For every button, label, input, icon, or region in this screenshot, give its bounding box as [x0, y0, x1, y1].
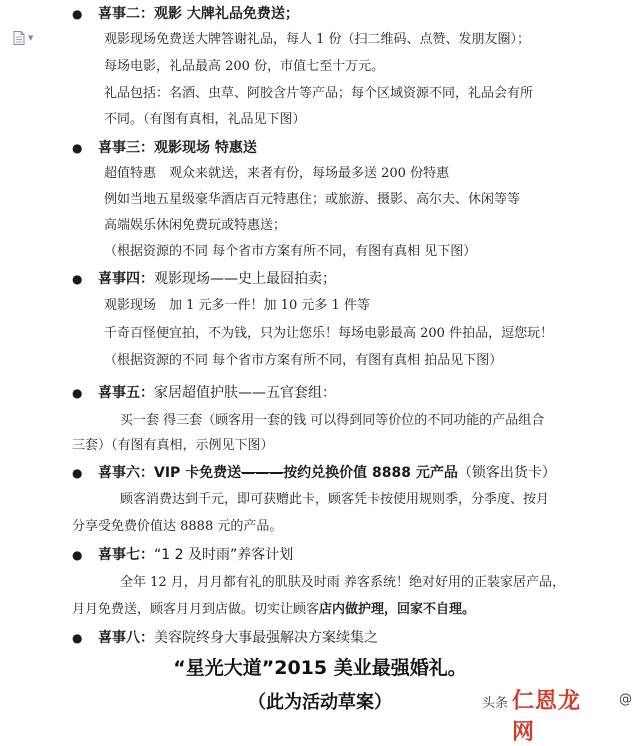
paragraph-line: 三套）（有图有真相，示例见下图） [72, 438, 274, 453]
section-label: 喜事五： [98, 385, 154, 401]
section-label: 喜事七： [98, 547, 154, 563]
paragraph-line: 千奇百怪便宜拍，不为钱，只为让您乐！每场电影最高 200 件拍品，逗您玩！ [104, 326, 554, 341]
section-title: 观影现场 特惠送 [154, 140, 257, 156]
paragraph-line: （根据资源的不同 每个省市方案有所不同，有图有真相 拍品见下图） [104, 353, 503, 368]
bullet-icon: ● [72, 631, 83, 645]
section-title-exchange: 按约兑换价值 8888 元产品 [283, 465, 458, 481]
paragraph-text: 月月免费送，顾客月月到店做。切实让顾客 [72, 602, 320, 617]
section-title: 观影 大牌礼品免费送； [154, 6, 299, 22]
watermark-logo [512, 680, 602, 745]
paragraph-line: 礼品包括：名酒、虫草、阿胶含片等产品；每个区域资源不同，礼品会有所 [104, 86, 534, 101]
big-title: “星光大道”2015 美业最强婚礼。 [173, 657, 467, 679]
paragraph-line: 分享受免费价值达 8888 元的产品。 [72, 519, 283, 534]
paragraph-line [72, 601, 475, 619]
watermark-logo-text: 仁恩龙网 [512, 689, 582, 745]
bullet-icon: ● [72, 386, 83, 400]
paragraph-line: 观影现场免费送大牌答谢礼品，每人 1 份（扫二维码、点赞、发朋友圈）； [104, 32, 531, 47]
section-title: 观影现场——史上最囧拍卖； [154, 271, 336, 287]
section-heading-6 [72, 464, 556, 482]
paragraph-line: 全年 12 月，月月都有礼的肌肤及时雨 养客系统！绝对好用的正装家居产品， [120, 575, 565, 590]
watermark-left-text: 头条 [482, 696, 509, 711]
section-title-dash: ——— [241, 465, 284, 481]
watermark-right-text: @ [619, 692, 632, 707]
section-title-note: （锁客出货卡） [457, 465, 556, 481]
section-label: 喜事八： [98, 630, 154, 646]
section-title: “1 2 及时雨”养客计划 [154, 547, 294, 563]
paragraph-line: 每场电影，礼品最高 200 份，市值七至十万元。 [104, 59, 385, 74]
sub-title: （此为活动草案） [248, 692, 392, 713]
emphasis-text: 店内做护理，回家不自理。 [319, 602, 476, 617]
section-title: 美容院终身大事最强解决方案续集之 [154, 630, 378, 646]
paragraph-line: 顾客消费达到千元，即可获赠此卡，顾客凭卡按使用规则季，分季度、按月 [120, 492, 550, 507]
section-label: 喜事六： [98, 465, 154, 481]
bullet-icon: ● [72, 7, 83, 21]
section-heading-4 [72, 270, 336, 288]
paragraph-line: 买一套 得三套（顾客用一套的钱 可以得到同等价位的不同功能的产品组合 [120, 413, 545, 428]
paragraph-line: 超值特惠 观众来就送，来者有份，每场最多送 200 份特惠 [104, 166, 450, 181]
paragraph-line: 观影现场 加 1 元多一件！加 10 元多 1 件等 [104, 298, 370, 313]
bullet-icon: ● [72, 548, 83, 562]
paragraph-line: 例如当地五星级豪华酒店百元特惠住；或旅游、摄影、高尔夫、休闲等等 [104, 192, 521, 207]
watermark [482, 680, 632, 745]
bullet-icon: ● [72, 272, 83, 286]
paragraph-line: 高端娱乐休闲免费玩或特惠送； [104, 218, 287, 233]
section-heading-2 [72, 5, 299, 23]
section-heading-5 [72, 384, 336, 402]
section-heading-3 [72, 139, 257, 157]
section-label: 喜事三： [98, 140, 154, 156]
section-heading-8 [72, 629, 378, 647]
paragraph-line: （根据资源的不同 每个省市方案有所不同，有图有真相 见下图） [104, 244, 477, 259]
section-label: 喜事四： [98, 271, 154, 287]
section-title-vip: VIP 卡免费送 [154, 465, 242, 481]
document-icon[interactable] [13, 31, 25, 45]
bullet-icon: ● [72, 466, 83, 480]
paragraph-line: 不同。（有图有真相，礼品见下图） [104, 112, 306, 127]
section-title: 家居超值护肤——五官套组： [154, 385, 336, 401]
section-label: 喜事二： [98, 6, 154, 22]
bullet-icon: ● [72, 141, 83, 155]
section-heading-7 [72, 546, 293, 564]
dropdown-caret-icon[interactable]: ▼ [28, 34, 34, 42]
